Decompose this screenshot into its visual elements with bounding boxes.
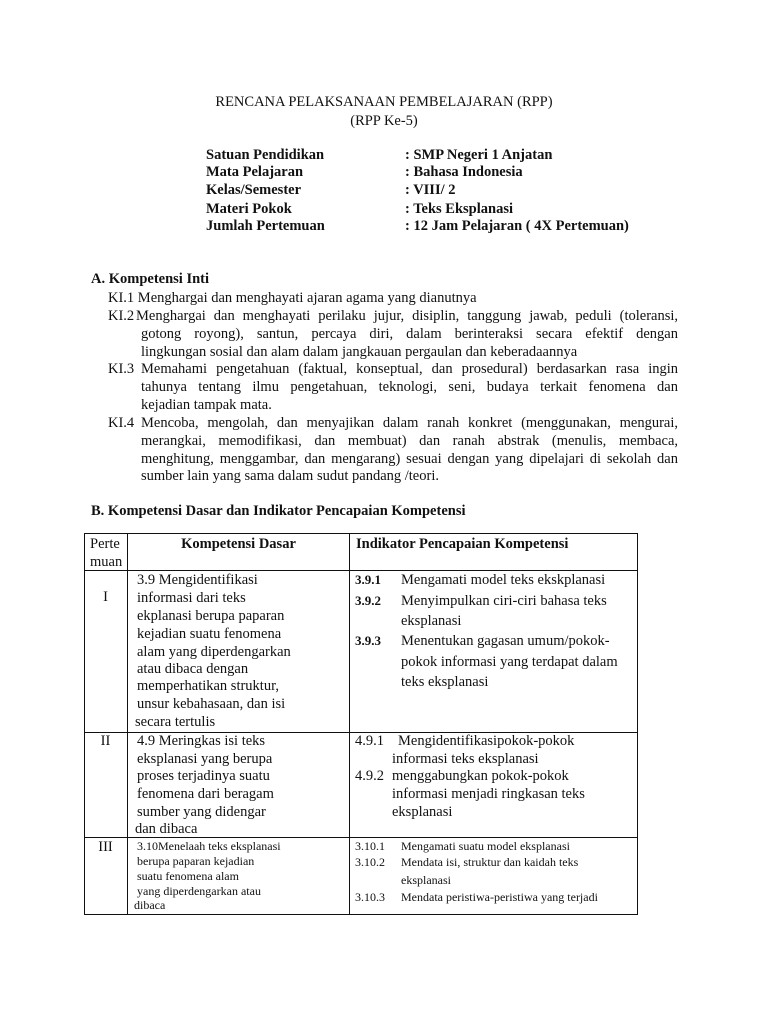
kd-line: 4.9 Meringkas isi teks xyxy=(137,733,266,749)
kd-line: suatu fenomena alam xyxy=(137,869,239,883)
ki2-line: Menghargai dan menghayati perilaku jujur, disiplin, tanggung jawab, peduli (toleransi, xyxy=(136,308,678,324)
kd-line: 3.10Menelaah teks eksplanasi xyxy=(137,839,281,853)
ki3-line: Memahami pengetahuan (faktual, konseptual, dan prosedural) berdasarkan rasa ingin xyxy=(141,361,678,377)
indicator-text: Mendata peristiwa-peristiwa yang terjadi xyxy=(401,890,598,904)
ki4-line: menghitung, menggambar, dan mengarang) sesuai dengan yang dipelajari di sekolah dan xyxy=(141,451,678,467)
indicator-code: 3.10.1 xyxy=(355,839,385,853)
meeting-number: II xyxy=(100,733,111,749)
kd-line: informasi dari teks xyxy=(137,590,246,606)
kd-line: secara tertulis xyxy=(135,714,216,730)
ki2-line: lingkungan sosial dan alam dalam jangkauan pergaulan dan keberadaannya xyxy=(141,344,578,360)
indicator-text: informasi teks eksplanasi xyxy=(392,751,539,767)
info-value: : SMP Negeri 1 Anjatan xyxy=(405,147,553,163)
indicator-text: eksplanasi xyxy=(392,804,453,820)
meeting-number: I xyxy=(103,589,108,605)
ki4-line: merangkai, memodifikasi, dan membuat) dan ranah abstrak (menulis, membaca, xyxy=(141,433,678,449)
info-label: Jumlah Pertemuan xyxy=(206,218,325,234)
ki3-line: tahunya tentang ilmu pengetahuan, teknologi, seni, budaya terkait fenomena dan xyxy=(141,379,678,395)
indicator-text: Menyimpulkan ciri-ciri bahasa teks xyxy=(401,593,607,609)
indicator-code: 4.9.2 xyxy=(355,768,384,784)
indicator-code: 3.10.2 xyxy=(355,855,385,869)
ki4-line: sumber lain yang sama dalam sudut pandang /teori. xyxy=(141,468,439,484)
table-col-divider xyxy=(349,533,350,915)
kd-line: fenomena dari beragam xyxy=(137,786,274,802)
info-label: Mata Pelajaran xyxy=(206,164,304,180)
kd-line: alam yang diperdengarkan xyxy=(137,644,291,660)
ki2-code: KI.2 xyxy=(108,308,135,324)
section-a-heading: A. Kompetensi Inti xyxy=(91,271,210,287)
ki4-line: Mencoba, mengolah, dan menyajikan dalam ranah konkret (menggunakan, mengurai, xyxy=(141,415,678,431)
kd-line: berupa paparan kejadian xyxy=(137,854,255,868)
section-b-heading: B. Kompetensi Dasar dan Indikator Pencapaian Kompetensi xyxy=(91,503,466,519)
info-value: : Teks Eksplanasi xyxy=(405,201,514,217)
info-value: : Bahasa Indonesia xyxy=(405,164,523,180)
kd-line: dibaca xyxy=(134,898,166,912)
indicator-text: Menentukan gagasan umum/pokok- xyxy=(401,633,610,649)
indicator-code: 3.9.1 xyxy=(355,572,381,587)
ki3-code: KI.3 xyxy=(108,361,135,377)
indicator-text: Mendata isi, struktur dan kaidah teks xyxy=(401,855,579,869)
kd-line: atau dibaca dengan xyxy=(137,661,249,677)
kd-line: proses terjadinya suatu xyxy=(137,768,270,784)
header-indicator: Indikator Pencapaian Kompetensi xyxy=(356,536,569,552)
indicator-text: pokok informasi yang terdapat dalam xyxy=(401,654,618,670)
header-meeting: muan xyxy=(90,554,123,570)
info-label: Materi Pokok xyxy=(206,201,292,217)
info-label: Kelas/Semester xyxy=(206,182,302,198)
kd-line: eksplanasi yang berupa xyxy=(137,751,273,767)
indicator-text: teks eksplanasi xyxy=(401,674,489,690)
indicator-text: Mengidentifikasipokok-pokok xyxy=(398,733,575,749)
kd-line: ekplanasi berupa paparan xyxy=(137,608,285,624)
info-value: : 12 Jam Pelajaran ( 4X Pertemuan) xyxy=(405,218,629,234)
indicator-code: 3.9.2 xyxy=(355,593,381,608)
indicator-text: menggabungkan pokok-pokok xyxy=(392,768,569,784)
meeting-number: III xyxy=(98,839,113,855)
kd-line: sumber yang didengar xyxy=(137,804,266,820)
indicator-text: Mengamati suatu model eksplanasi xyxy=(401,839,570,853)
indicator-text: Mengamati model teks ekskplanasi xyxy=(401,572,606,588)
header-meeting: Perte xyxy=(90,536,120,552)
kd-line: yang diperdengarkan atau xyxy=(137,884,261,898)
header-kd: Kompetensi Dasar xyxy=(181,536,296,552)
document-title: RENCANA PELAKSANAAN PEMBELAJARAN (RPP) xyxy=(215,94,553,110)
kd-line: kejadian suatu fenomena xyxy=(137,626,282,642)
indicator-text: informasi menjadi ringkasan teks xyxy=(392,786,585,802)
kd-line: 3.9 Mengidentifikasi xyxy=(137,572,258,588)
kd-line: unsur kebahasaan, dan isi xyxy=(137,696,286,712)
document-subtitle: (RPP Ke-5) xyxy=(350,113,418,129)
indicator-code: 4.9.1 xyxy=(355,733,384,749)
kd-line: dan dibaca xyxy=(135,821,198,837)
indicator-text: eksplanasi xyxy=(401,873,451,887)
indicator-code: 3.9.3 xyxy=(355,633,381,648)
ki1-text: KI.1 Menghargai dan menghayati ajaran agama yang dianutnya xyxy=(108,290,477,306)
info-value: : VIII/ 2 xyxy=(405,182,456,198)
ki4-code: KI.4 xyxy=(108,415,135,431)
ki2-line: gotong royong), santun, percaya diri, dalam berinteraksi secara efektif dengan xyxy=(141,326,678,342)
ki3-line: kejadian tampak mata. xyxy=(141,397,272,413)
info-label: Satuan Pendidikan xyxy=(206,147,325,163)
indicator-text: eksplanasi xyxy=(401,613,462,629)
kd-line: memperhatikan struktur, xyxy=(137,678,279,694)
table-col-divider xyxy=(127,533,128,915)
indicator-code: 3.10.3 xyxy=(355,890,385,904)
